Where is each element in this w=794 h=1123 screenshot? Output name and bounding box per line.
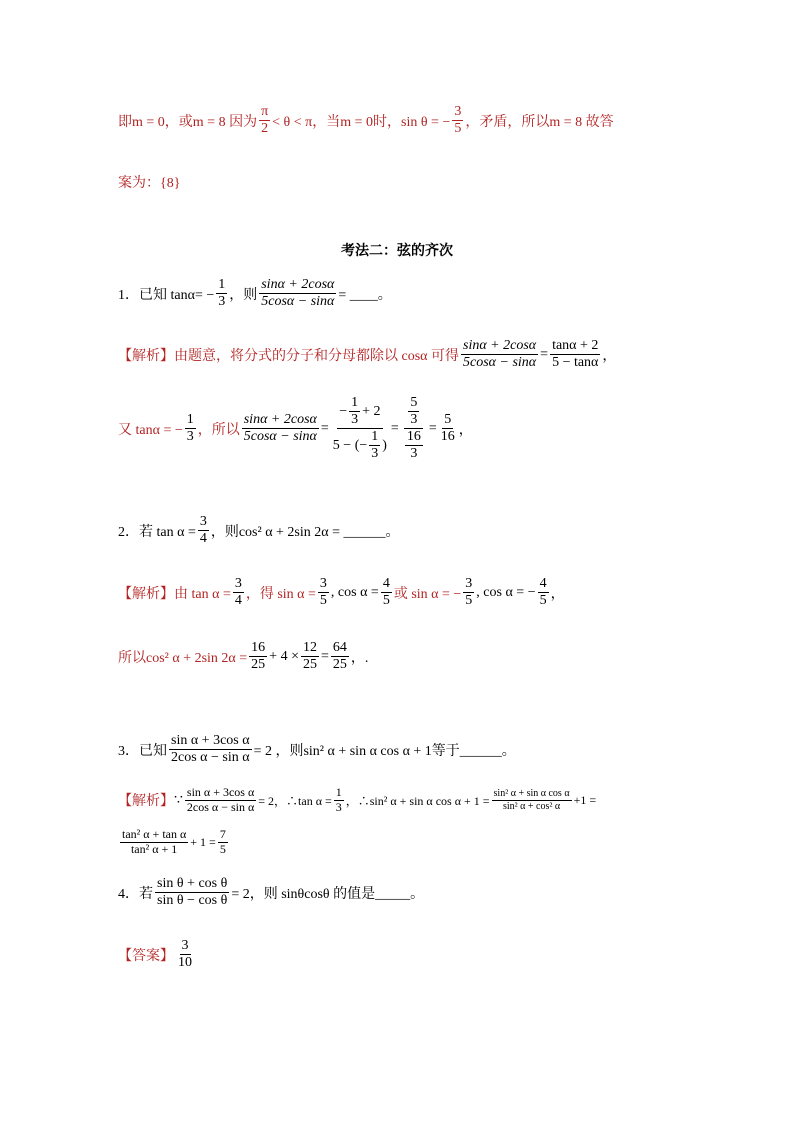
- answer-2-line-2: [118, 640, 368, 673]
- fraction: $\frac{7}{5}$: [219, 827, 226, 856]
- fraction: $\frac{1}{3}$: [186, 412, 194, 445]
- fraction: $\frac{3}{10}$: [178, 938, 192, 971]
- fraction: $\frac{\text{sin α + 3cos α}}{\text{2cos α − sin α}}$: [186, 785, 255, 814]
- text: ，∴sin² α + sin α cos α + 1 =: [345, 793, 490, 808]
- text: 又 tanα = −: [118, 422, 183, 438]
- text: < θ < π，当m = 0时，sin θ = −: [272, 114, 451, 130]
- text: 2．若 tan α =: [118, 524, 196, 540]
- text: 由题意，将分式的分子和分母都除以 cosα 可得: [174, 348, 459, 364]
- fraction: $\frac{3}{5}$: [454, 104, 462, 137]
- answer-1-line-2: [118, 395, 473, 462]
- fraction: $\frac{\text{sin² α + sin α cos α}}{\text{sin² α + cos² α}}$: [493, 788, 570, 812]
- text: ∵: [174, 792, 183, 808]
- question-2: [118, 514, 400, 547]
- text: ，.: [350, 650, 369, 666]
- fraction: $\frac{3}{4}$: [199, 514, 207, 547]
- fraction: $\frac{16}{25}$: [251, 640, 266, 673]
- analysis-tag: 【解析】: [118, 586, 174, 602]
- analysis-tag: 【解析】: [118, 348, 174, 364]
- text: , cos α = −: [476, 584, 536, 600]
- fraction: $\frac{5}{16}$: [440, 412, 455, 445]
- fraction: $\frac{1}{3}$: [218, 277, 226, 310]
- prev-solution-line-2: [118, 172, 180, 192]
- fraction: $\frac{1}{3}$: [335, 785, 342, 814]
- text: =: [428, 420, 437, 436]
- text: 1．已知 tanα= −: [118, 287, 215, 303]
- answer-tag: 【答案】: [118, 948, 174, 964]
- text: ，则: [229, 287, 258, 303]
- question-4: [118, 876, 424, 909]
- answer-1-line-1: [118, 338, 616, 371]
- text: =: [540, 346, 549, 362]
- fraction: $\frac{64}{25}$: [332, 640, 347, 673]
- text: , cos α =: [330, 584, 379, 600]
- text: 案为：{8}: [118, 176, 181, 191]
- fraction: $\frac{3}{5}$: [319, 576, 327, 609]
- fraction: $\frac{\text{sin θ + cos θ}}{\text{sin θ − cos θ}}$: [157, 876, 228, 909]
- text: 4．若: [118, 886, 153, 902]
- fraction: $\frac{\pi}{2}$: [261, 104, 269, 137]
- text: = ____。: [338, 287, 392, 303]
- compound-fraction: $\frac{\frac{5}{3}}{\frac{16}{3}}$: [401, 395, 427, 462]
- text: ，矛盾，所以m = 8 故答: [465, 114, 614, 130]
- section-title: 考法二：弦的齐次: [341, 243, 453, 259]
- text: = 2 ，则sin² α + sin α cos α + 1等于______。: [253, 743, 516, 759]
- text: 3．已知: [118, 743, 167, 759]
- question-3: [118, 733, 516, 766]
- fraction: $\frac{\sin\alpha + 2\cos\alpha}{5\cos\alpha - \sin\alpha}$: [261, 277, 335, 310]
- text: 即m = 0，或m = 8 因为: [118, 114, 258, 130]
- prev-solution-line-1: [118, 104, 614, 137]
- fraction: $\frac{12}{25}$: [302, 640, 317, 673]
- text: 由 tan α =: [174, 586, 231, 602]
- text: +1 =: [573, 792, 597, 807]
- fraction: $\frac{3}{4}$: [234, 576, 242, 609]
- fraction: $\frac{3}{5}$: [465, 576, 473, 609]
- text: ，: [602, 348, 617, 364]
- fraction: $\frac{4}{5}$: [539, 576, 547, 609]
- fraction: $\frac{\sin\alpha + 2\cos\alpha}{5\cos\alpha - \sin\alpha}$: [243, 412, 317, 445]
- text: + 4 ×: [269, 648, 299, 664]
- fraction: $\frac{4}{5}$: [382, 576, 390, 609]
- text: ，: [550, 586, 565, 602]
- text: = 2，则 sinθcosθ 的值是_____。: [231, 886, 425, 902]
- compound-fraction: − $\frac{1}{3}$ + 2 5 − (− $\frac{1}{3}$ ): [332, 395, 387, 462]
- text: ，所以: [197, 422, 240, 438]
- question-1: [118, 277, 392, 310]
- fraction: $\frac{\text{sin α + 3cos α}}{\text{2cos α − sin α}}$: [171, 733, 250, 766]
- text: =: [320, 420, 329, 436]
- text: 所以cos² α + 2sin 2α =: [118, 650, 248, 666]
- fraction: $\frac{\tan\alpha + 2}{5 - \tan\alpha}$: [552, 338, 599, 371]
- fraction: $\frac{\text{tan² α + tan α}}{\text{tan² α + 1}}$: [122, 827, 187, 856]
- analysis-tag: 【解析】: [118, 794, 174, 810]
- text: = 2，∴tan α =: [258, 793, 332, 808]
- answer-3-line-2: [118, 828, 230, 857]
- answer-3-line-1: [118, 786, 596, 815]
- text: ，得 sin α =: [245, 586, 316, 602]
- answer-2-line-1: [118, 576, 565, 609]
- text: + 1 =: [190, 834, 216, 849]
- text: =: [390, 420, 399, 436]
- text: 或 sin α = −: [393, 586, 462, 602]
- text: ，: [458, 422, 473, 438]
- text: =: [320, 648, 329, 664]
- fraction: $\frac{\sin\alpha + 2\cos\alpha}{5\cos\alpha - \sin\alpha}$: [463, 338, 537, 371]
- answer-4: [118, 938, 196, 971]
- text: ，则cos² α + 2sin 2α = ______。: [210, 524, 400, 540]
